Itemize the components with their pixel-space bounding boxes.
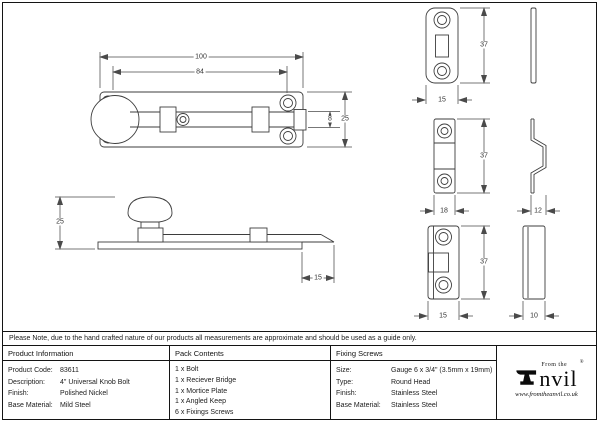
row-label: Base Material: — [8, 401, 53, 409]
brand-website: www.fromtheanvil.co.uk — [515, 391, 578, 398]
table-row — [8, 400, 169, 412]
brand-tagline: From the — [541, 362, 568, 368]
bolt-guide — [252, 107, 269, 132]
top-view-drawing — [91, 52, 352, 147]
dim-label: 37 — [480, 152, 488, 160]
row-value: Mild Steel — [60, 401, 91, 409]
brand-wordmark — [515, 360, 584, 392]
row-label: Size: — [336, 367, 352, 374]
list-item: 1 x Mortice Plate — [175, 387, 228, 395]
anvil-logo — [497, 346, 596, 419]
table-row — [336, 388, 496, 400]
table-row — [8, 388, 169, 400]
list-item: 6 x Fixings Screws — [175, 409, 234, 417]
mortice-plate-side — [531, 8, 536, 83]
brand-text: nvil — [539, 366, 578, 392]
product-information-column — [3, 346, 170, 419]
dim-label: 37 — [480, 258, 488, 266]
row-label: Base Material: — [336, 401, 381, 409]
list-item: 1 x Reciever Bridge — [175, 376, 237, 384]
list-item: 1 x Bolt — [175, 366, 199, 373]
knob-side-view — [128, 197, 172, 222]
brand-column — [497, 346, 596, 419]
row-value: Stainless Steel — [391, 401, 438, 409]
dim-label: 25 — [341, 115, 349, 123]
row-value: Polished Nickel — [60, 390, 108, 397]
spec-table — [2, 345, 597, 420]
dim-label: 25 — [56, 218, 64, 226]
pack-contents-header: Pack Contents — [170, 346, 330, 361]
angled-keep-drawing — [414, 226, 559, 320]
table-row — [8, 377, 169, 389]
bolt-guide-side — [250, 228, 267, 242]
list-item: 1 x Angled Keep — [175, 398, 226, 406]
product-information-header: Product Information — [3, 346, 169, 361]
fixing-screws-header: Fixing Screws — [331, 346, 496, 361]
anvil-icon — [515, 367, 538, 388]
row-label: Finish: — [8, 390, 29, 397]
knob-top-view — [91, 96, 139, 144]
note-bar — [2, 331, 597, 346]
dim-label: 18 — [440, 207, 448, 215]
table-row — [336, 377, 496, 389]
row-value: Gauge 6 x 3/4" (3.5mm x 19mm) — [391, 367, 493, 374]
bridge-profile — [531, 119, 543, 193]
dim-label: 12 — [534, 207, 542, 215]
pack-contents-column — [170, 346, 331, 419]
dim-label: 10 — [530, 312, 538, 320]
row-label: Finish: — [336, 390, 357, 397]
dim-label: 37 — [480, 41, 488, 49]
row-value: Round Head — [391, 378, 431, 386]
table-row — [336, 400, 496, 412]
row-label: Product Code: — [8, 367, 53, 374]
bolt-guide — [160, 107, 176, 132]
row-label: Type: — [336, 378, 354, 386]
receiver-bridge-drawing — [420, 119, 560, 215]
registered-mark: ® — [579, 360, 584, 365]
note-text: Please Note, due to the hand crafted nature of our products all measurements are approximate and should be used as a guide only. — [9, 335, 417, 342]
row-value: 4" Universal Knob Bolt — [60, 378, 130, 386]
side-view-drawing — [55, 197, 334, 283]
fixing-screws-column — [331, 346, 497, 419]
mortice-plate-drawing — [412, 8, 536, 104]
bolt-tip — [294, 110, 306, 131]
knob-base-side — [138, 228, 163, 242]
table-row — [336, 365, 496, 377]
row-value: 83611 — [60, 367, 79, 374]
dim-label: 8 — [328, 115, 332, 123]
row-value: Stainless Steel — [391, 390, 438, 397]
row-label: Description: — [8, 378, 45, 386]
table-row — [8, 365, 169, 377]
dim-label: 15 — [314, 274, 322, 282]
dim-label: 100 — [195, 53, 207, 61]
dim-label: 15 — [438, 96, 446, 104]
dim-label: 15 — [439, 312, 447, 320]
dim-label: 84 — [196, 68, 204, 76]
angled-keep-side — [523, 226, 545, 299]
